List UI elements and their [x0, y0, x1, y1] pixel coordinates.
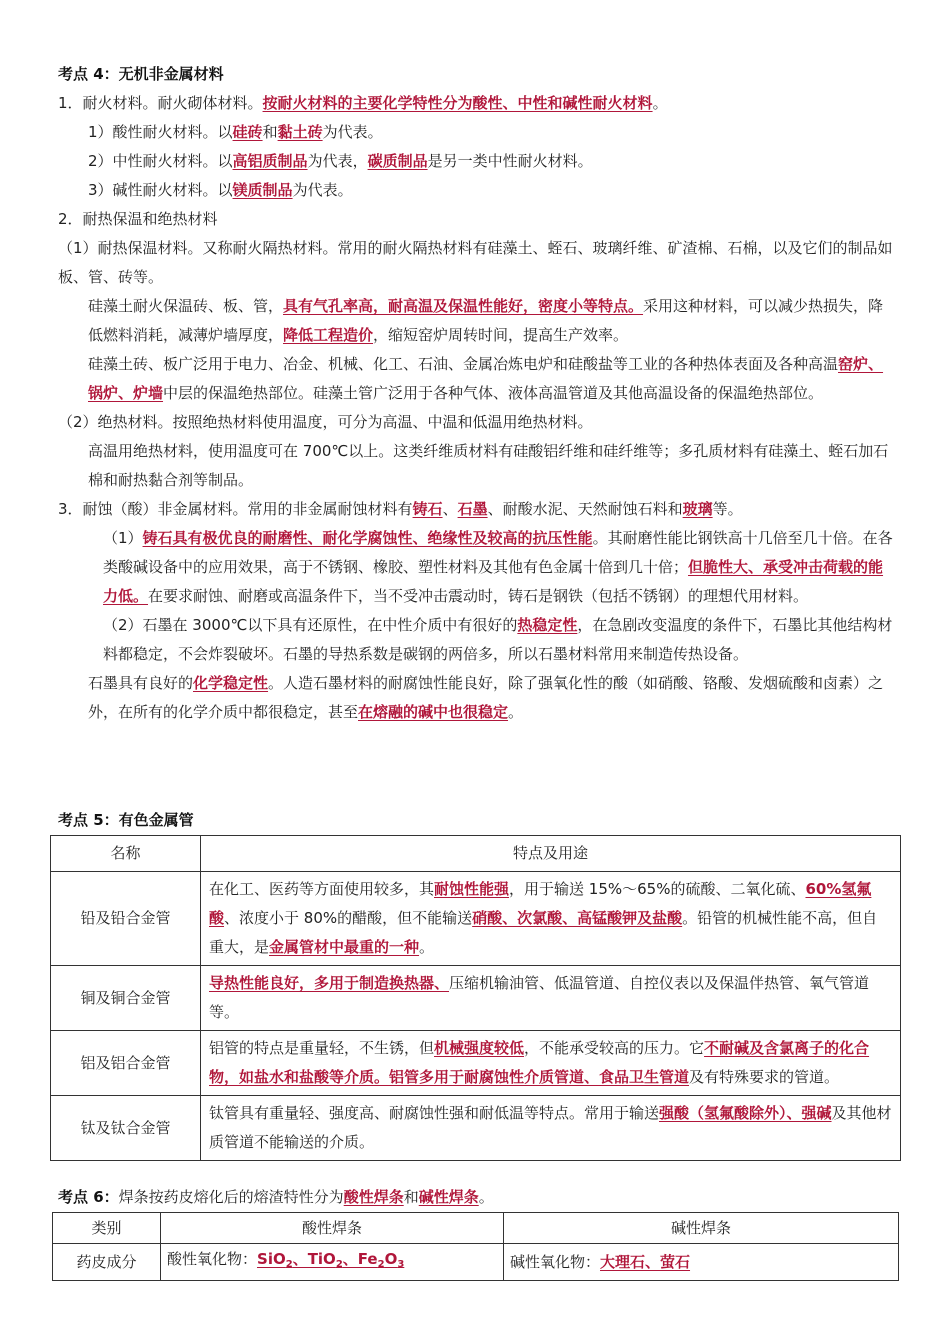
highlight: 但脆性大、承受冲击荷载的能力低。 — [103, 558, 884, 605]
paragraph-insulation: （2）绝热材料。按照绝热材料使用温度，可分为高温、中温和低温用绝热材料。 — [58, 413, 593, 431]
nonferrous-pipe-table — [50, 835, 901, 1161]
row-name: 铝及铝合金管 — [51, 1031, 201, 1096]
highlight: 铸石具有极优良的耐磨性、耐化学腐蚀性、绝缘性及较高的抗压性能 — [142, 529, 593, 547]
paragraph-diatomite-uses: 硅藻土砖、板广泛用于电力、冶金、机械、化工、石油、金属冶炼电炉和硅酸盐等工业的各种热体表面及各种高温窑炉、锅炉、炉墙中层的保温绝热部位。硅藻土管广泛用于各种气体、液体高温管道及其他高温设备的保温绝热部位。 — [88, 355, 884, 402]
highlight: 在熔融的碱中也很稳定 — [358, 703, 509, 721]
paragraph-diatomite: 硅藻土耐火保温砖、板、管，具有气孔率高，耐高温及保温性能好，密度小等特点。采用这种材料，可以减少热损失，降低燃料消耗，减薄炉墙厚度，降低工程造价，缩短窑炉周转时间，提高生产效率。 — [88, 297, 884, 344]
paragraph-high-temp-insulation: 高温用绝热材料，使用温度可在 700℃以上。这类纤维质材料有硅酸铝纤维和硅纤维等；多孔质材料有硅藻土、蛭石加石棉和耐热黏合剂等制品。 — [88, 442, 889, 489]
highlight: 硝酸、次氯酸、高锰酸钾及盐酸 — [472, 909, 683, 927]
table-row — [51, 1031, 901, 1096]
header-name: 名称 — [51, 836, 201, 872]
table-row — [53, 1244, 899, 1281]
highlight: 60%氢氟酸 — [209, 880, 872, 927]
acid-composition: 酸性氧化物：SiO$_2$、TiO$_2$、$Fe_2O_3$ — [161, 1244, 504, 1281]
paragraph-neutral-refractory: 2）中性耐火材料。以高铝质制品为代表，碳质制品是另一类中性耐火材料。 — [88, 152, 593, 170]
highlight: 镁质制品 — [232, 181, 293, 199]
paragraph-acid-refractory: 1）酸性耐火材料。以硅砖和黏土砖为代表。 — [88, 123, 383, 141]
highlight: 强酸（氢氟酸除外）、强碱 — [659, 1104, 832, 1122]
section-5-title: 考点 5：有色金属管 — [58, 811, 194, 829]
paragraph-heat-insulation: 2．耐热保温和绝热材料 — [58, 210, 218, 228]
header-desc: 特点及用途 — [201, 836, 901, 872]
highlight: 降低工程造价 — [283, 326, 374, 344]
paragraph-corrosion-resistant: 3．耐蚀（酸）非金属材料。常用的非金属耐蚀材料有铸石、石墨、耐酸水泥、天然耐蚀石料和玻璃等。 — [58, 500, 743, 518]
highlight: 碳质制品 — [367, 152, 428, 170]
row-desc: 钛管具有重量轻、强度高、耐腐蚀性强和耐低温等特点。常用于输送强酸（氢氟酸除外）、强碱及其他材质管道不能输送的介质。 — [201, 1096, 901, 1161]
highlight: 黏土砖 — [277, 123, 323, 141]
paragraph-cast-stone: （1）铸石具有极优良的耐磨性、耐化学腐蚀性、绝缘性及较高的抗压性能。其耐磨性能比钢铁高十几倍至几十倍。在各类酸碱设备中的应用效果，高于不锈钢、橡胶、塑性材料及其他有色金属十倍到几十倍；但脆性大、承受冲击荷载的能力低。在要求耐蚀、耐磨或高温条件下，当不受冲击震动时，铸石是钢铁（包括不锈钢）的理想代用材料。 — [103, 529, 893, 605]
header-acid: 酸性焊条 — [161, 1213, 504, 1244]
highlight: 酸性焊条 — [343, 1188, 404, 1206]
header-basic: 碱性焊条 — [504, 1213, 899, 1244]
highlight: 高铝质制品 — [232, 152, 308, 170]
paragraph-heat-preservation: （1）耐热保温材料。又称耐火隔热材料。常用的耐火隔热材料有硅藻土、蛭石、玻璃纤维、矿渣棉、石棉，以及它们的制品如板、管、砖等。 — [58, 239, 893, 286]
highlight: 导热性能良好，多用于制造换热器、 — [209, 974, 450, 992]
paragraph-graphite: （2）石墨在 3000℃以下具有还原性，在中性介质中有很好的热稳定性，在急剧改变温度的条件下，石墨比其他结构材料都稳定，不会炸裂破坏。石墨的导热系数是碳钢的两倍多，所以石墨材料常用来制造传热设备。 — [103, 616, 893, 663]
row-desc: 导热性能良好，多用于制造换热器、压缩机输油管、低温管道、自控仪表以及保温伴热管、氧气管道等。 — [201, 966, 901, 1031]
table-row — [51, 1096, 901, 1161]
table-header-row — [53, 1213, 899, 1244]
highlight: 具有气孔率高，耐高温及保温性能好，密度小等特点。 — [283, 297, 644, 315]
section-6 — [52, 1183, 899, 1281]
paragraph-graphite-chemical: 石墨具有良好的化学稳定性。人造石墨材料的耐腐蚀性能良好，除了强氧化性的酸（如硝酸、铬酸、发烟硫酸和卤素）之外，在所有的化学介质中都很稳定，甚至在熔融的碱中也很稳定。 — [88, 674, 884, 721]
highlight: 铸石 — [412, 500, 443, 518]
row-desc: 铝管的特点是重量轻，不生锈，但机械强度较低，不能承受较高的压力。它不耐碱及含氯离子的化合物，如盐水和盐酸等介质。铝管多用于耐腐蚀性介质管道、食品卫生管道及有特殊要求的管道。 — [201, 1031, 901, 1096]
section-5 — [50, 806, 901, 1161]
table-row — [51, 966, 901, 1031]
highlight: SiO$_2$、TiO$_2$、$Fe_2O_3$ — [257, 1250, 405, 1270]
paragraph-basic-refractory: 3）碱性耐火材料。以镁质制品为代表。 — [88, 181, 353, 199]
highlight: 大理石、萤石 — [600, 1253, 691, 1271]
header-category: 类别 — [53, 1213, 161, 1244]
highlight: 石墨 — [457, 500, 488, 518]
highlight: 硅砖 — [232, 123, 263, 141]
table-header-row — [51, 836, 901, 872]
highlight: 机械强度较低 — [434, 1039, 525, 1057]
row-label: 药皮成分 — [53, 1244, 161, 1281]
highlight: 碱性焊条 — [418, 1188, 479, 1206]
basic-composition: 碱性氧化物：大理石、萤石 — [504, 1244, 899, 1281]
highlight: 热稳定性 — [517, 616, 578, 634]
highlight: 金属管材中最重的一种 — [269, 938, 420, 956]
table-row — [51, 872, 901, 966]
highlight: 耐蚀性能强 — [434, 880, 510, 898]
highlight: 玻璃 — [682, 500, 713, 518]
highlight: 化学稳定性 — [193, 674, 269, 692]
section-4 — [58, 60, 898, 727]
highlight: 不耐碱及含氯离子的化合物，如盐水和盐酸等介质。铝管多用于耐腐蚀性介质管道、食品卫生管道 — [209, 1039, 870, 1086]
row-name: 铅及铅合金管 — [51, 872, 201, 966]
row-desc: 在化工、医药等方面使用较多，其耐蚀性能强，用于输送 15%～65%的硫酸、二氧化硫、60%氢氟酸、浓度小于 80%的醋酸，但不能输送硝酸、次氯酸、高锰酸钾及盐酸。铅管的机械性能不高，但自重大，是金属管材中最重的一种。 — [201, 872, 901, 966]
section-4-title: 考点 4：无机非金属材料 — [58, 65, 224, 83]
paragraph-refractory: 1．耐火材料。耐火砌体材料。按耐火材料的主要化学特性分为酸性、中性和碱性耐火材料。 — [58, 94, 668, 112]
row-name: 铜及铜合金管 — [51, 966, 201, 1031]
section-6-title: 考点 6：焊条按药皮熔化后的熔渣特性分为酸性焊条和碱性焊条。 — [58, 1188, 494, 1206]
highlight: 按耐火材料的主要化学特性分为酸性、中性和碱性耐火材料 — [262, 94, 653, 112]
highlight: 窑炉、锅炉、炉墙 — [88, 355, 884, 402]
electrode-table — [52, 1212, 899, 1281]
row-name: 钛及钛合金管 — [51, 1096, 201, 1161]
